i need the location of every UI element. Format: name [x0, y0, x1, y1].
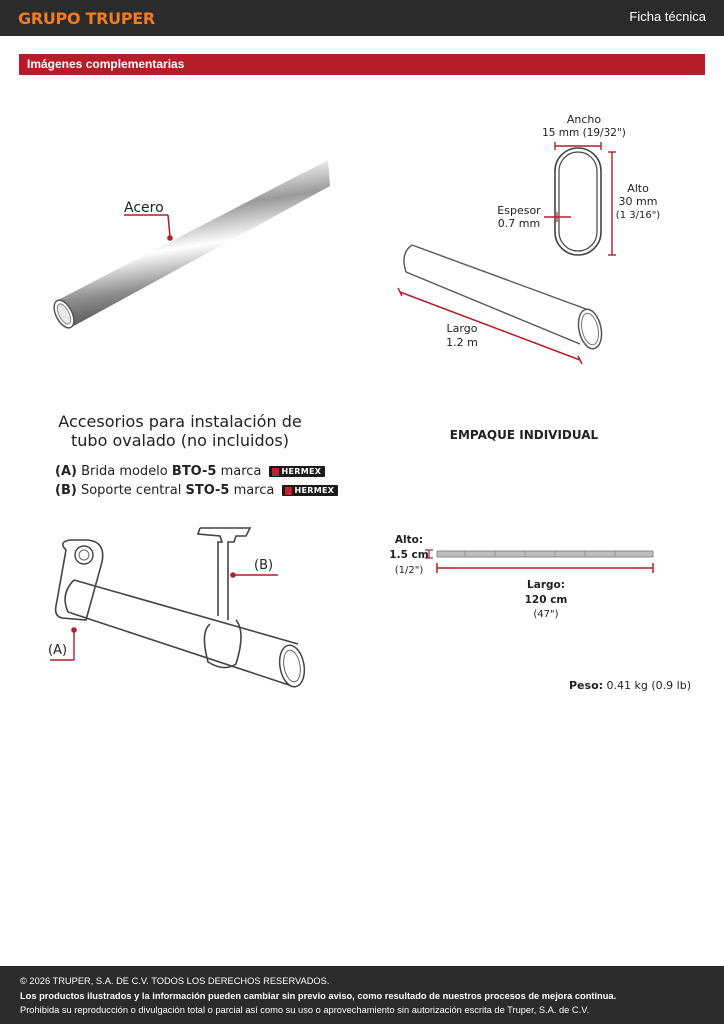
accessory-a-suffix: marca	[220, 464, 262, 479]
espesor-label: Espesor	[497, 204, 541, 217]
top-header-bar	[0, 0, 724, 36]
accessory-b-tag: (B)	[55, 483, 77, 498]
ancho-value: 15 mm (19/32")	[542, 127, 626, 139]
largo-value: 1.2 m	[446, 336, 478, 349]
installation-drawing	[40, 520, 340, 700]
hermex-logo: HERMEX	[269, 466, 326, 477]
packaging-title: EMPAQUE INDIVIDUAL	[449, 428, 599, 442]
document-type-label: Ficha técnica	[629, 9, 706, 24]
accessories-title-line1: Accesorios para instalación de	[58, 412, 302, 431]
hermex-logo: HERMEX	[282, 485, 339, 496]
accessory-b-model: STO-5	[185, 483, 230, 498]
accessory-b-suffix: marca	[233, 483, 275, 498]
espesor-value: 0.7 mm	[497, 217, 541, 230]
footer-prohibition: Prohibida su reproducción o divulgación total o parcial así como su uso o aprovechamiento sin autorización escrita de Truper, S.A. de C.V.	[20, 1005, 590, 1015]
brand-logo: GRUPO TRUPER	[18, 9, 155, 28]
accessories-title-line2: tubo ovalado (no incluidos)	[71, 431, 289, 450]
material-label: Acero	[124, 200, 164, 216]
packaging-largo-value: 120 cm	[524, 594, 568, 606]
ancho-label: Ancho	[566, 113, 602, 126]
packaging-alto-label: Alto:	[394, 534, 424, 546]
footer-notice: Los productos ilustrados y la información pueden cambiar sin previo aviso, como resultado de nuestros procesos de mejora continua.	[20, 991, 617, 1001]
packaging-alto-inches: (1/2")	[394, 565, 424, 576]
section-header-bar	[19, 54, 705, 75]
callout-b-label: (B)	[254, 558, 274, 573]
accessory-a-text: Brida modelo	[81, 464, 168, 479]
footer-copyright: © 2026 TRUPER, S.A. DE C.V. TODOS LOS DERECHOS RESERVADOS.	[20, 976, 330, 986]
weight-label: Peso:	[569, 679, 604, 692]
callout-a-label: (A)	[48, 643, 68, 658]
alto-value: 30 mm	[618, 195, 658, 208]
steel-tube-image	[50, 150, 340, 340]
footer-bar	[0, 966, 724, 1024]
largo-label: Largo	[446, 322, 478, 335]
packaging-weight	[569, 679, 691, 692]
alto-label: Alto	[627, 182, 649, 195]
packaging-largo-inches: (47")	[533, 609, 559, 620]
accessory-item-b	[55, 483, 338, 498]
packaging-alto-value: 1.5 cm	[389, 549, 429, 561]
hermex-mark-icon	[272, 468, 279, 476]
alto-inches: (1 3/16")	[615, 210, 661, 221]
hermex-mark-icon	[285, 487, 292, 495]
accessory-b-text: Soporte central	[80, 483, 182, 498]
packaging-drawing	[385, 528, 665, 628]
accessory-a-model: BTO-5	[171, 464, 217, 479]
weight-value: 0.41 kg (0.9 lb)	[606, 679, 691, 692]
section-title: Imágenes complementarias	[27, 57, 185, 71]
accessory-item-a	[55, 464, 325, 479]
accessories-title	[40, 412, 320, 450]
dimension-drawing	[390, 105, 690, 365]
accessory-a-tag: (A)	[55, 464, 77, 479]
packaging-largo-label: Largo:	[527, 579, 565, 591]
